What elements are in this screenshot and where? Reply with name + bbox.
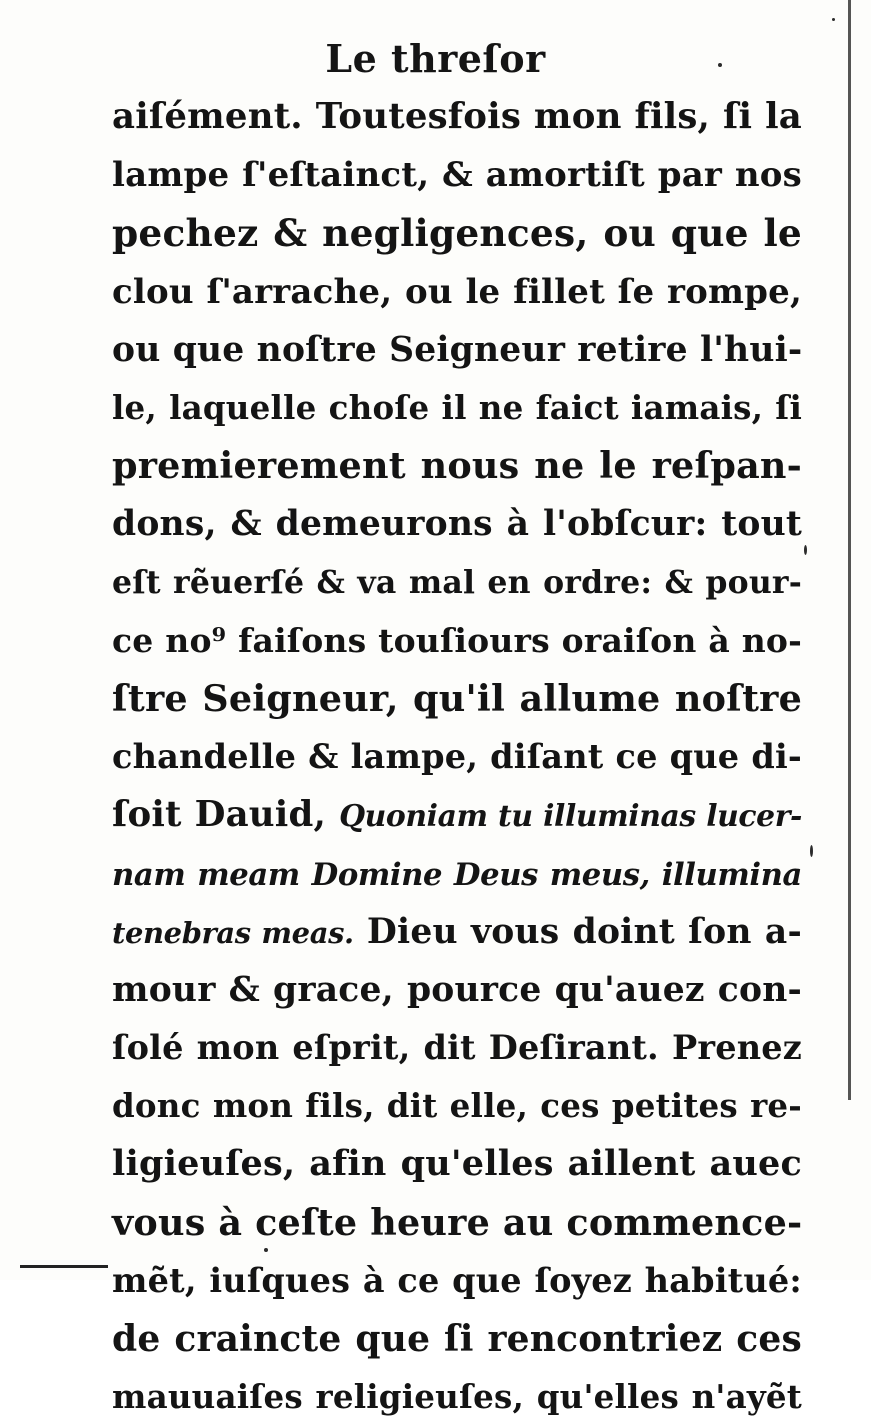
text-line — [112, 612, 802, 670]
line-text: lampe ſ'eſtainct, & amortiſt par nos — [112, 155, 802, 196]
text-line — [112, 1135, 802, 1193]
footer-rule — [20, 1265, 108, 1268]
line-text: le, laquelle choſe il ne faict iamais, ſi — [112, 387, 802, 427]
latin-quote: Quoniam tu illuminas lucer- — [339, 799, 802, 835]
text-line — [112, 1252, 802, 1310]
latin-quote: tenebras meas. — [112, 915, 354, 950]
line-text: vous à ceſte heure au commence- — [112, 1200, 803, 1244]
text-line — [112, 844, 802, 902]
line-text: Dieu vous doint ſon a- — [353, 911, 802, 952]
scan-speck — [264, 1248, 268, 1252]
page-edge-rule — [848, 0, 851, 1100]
line-text: donc mon fils, dit elle, ces petites re- — [112, 1086, 802, 1126]
scan-speck — [718, 63, 722, 67]
text-line — [112, 437, 802, 495]
scan-speck — [810, 845, 813, 857]
line-text: eſt rẽuerſé & va mal en ordre: & pour- — [112, 563, 802, 601]
text-line — [112, 1368, 802, 1426]
line-text: chandelle & lampe, diſant ce que di- — [112, 737, 802, 777]
text-line — [112, 728, 802, 786]
running-head: Le threſor — [325, 36, 546, 81]
line-text: ſolé mon eſprit, dit Deſirant. Prenez — [112, 1028, 802, 1067]
text-line — [112, 1194, 802, 1252]
scan-speck — [832, 18, 835, 21]
scan-speck — [804, 545, 807, 555]
text-line — [112, 1310, 802, 1368]
line-text: pechez & negligences, ou que le — [112, 211, 802, 256]
text-line — [112, 146, 802, 204]
line-text: ligieuſes, afin qu'elles aillent auec — [112, 1143, 802, 1185]
line-text: premierement nous ne le reſpan- — [112, 444, 802, 488]
text-line — [112, 204, 802, 262]
line-text: ſtre Seigneur, qu'il allume noſtre — [112, 676, 802, 720]
line-text: aiſément. Toutesfois mon fils, ſi la — [112, 96, 802, 137]
line-text: ſoit Dauid, — [112, 794, 340, 836]
latin-quote: nam meam Domine Deus meus, illumina — [112, 857, 802, 894]
line-text: mour & grace, pource qu'auez con- — [112, 969, 802, 1010]
line-text: ou que noſtre Seigneur retire l'hui- — [112, 329, 803, 370]
body-text — [112, 88, 802, 1426]
text-line — [112, 670, 802, 728]
line-text: dons, & demeurons à l'obſcur: tout — [112, 504, 802, 545]
text-line — [112, 1019, 802, 1077]
line-text: ce no⁹ faiſons touſiours oraiſon à no- — [112, 620, 802, 660]
text-line — [112, 379, 802, 437]
text-line — [112, 961, 802, 1019]
text-line — [112, 1077, 802, 1135]
line-text: mẽt, iuſques à ce que ſoyez habitué: — [112, 1260, 802, 1300]
line-text: clou ſ'arrache, ou le fillet ſe rompe, — [112, 271, 802, 312]
text-line — [112, 321, 802, 379]
text-line — [112, 495, 802, 553]
text-line — [112, 786, 802, 844]
text-line — [112, 554, 802, 612]
text-line — [112, 263, 802, 321]
text-line — [112, 88, 802, 146]
line-text: mauuaiſes religieuſes, qu'elles n'ayẽt — [112, 1377, 802, 1417]
text-line — [112, 903, 802, 961]
line-text: de craincte que ſi rencontriez ces — [112, 1317, 802, 1360]
